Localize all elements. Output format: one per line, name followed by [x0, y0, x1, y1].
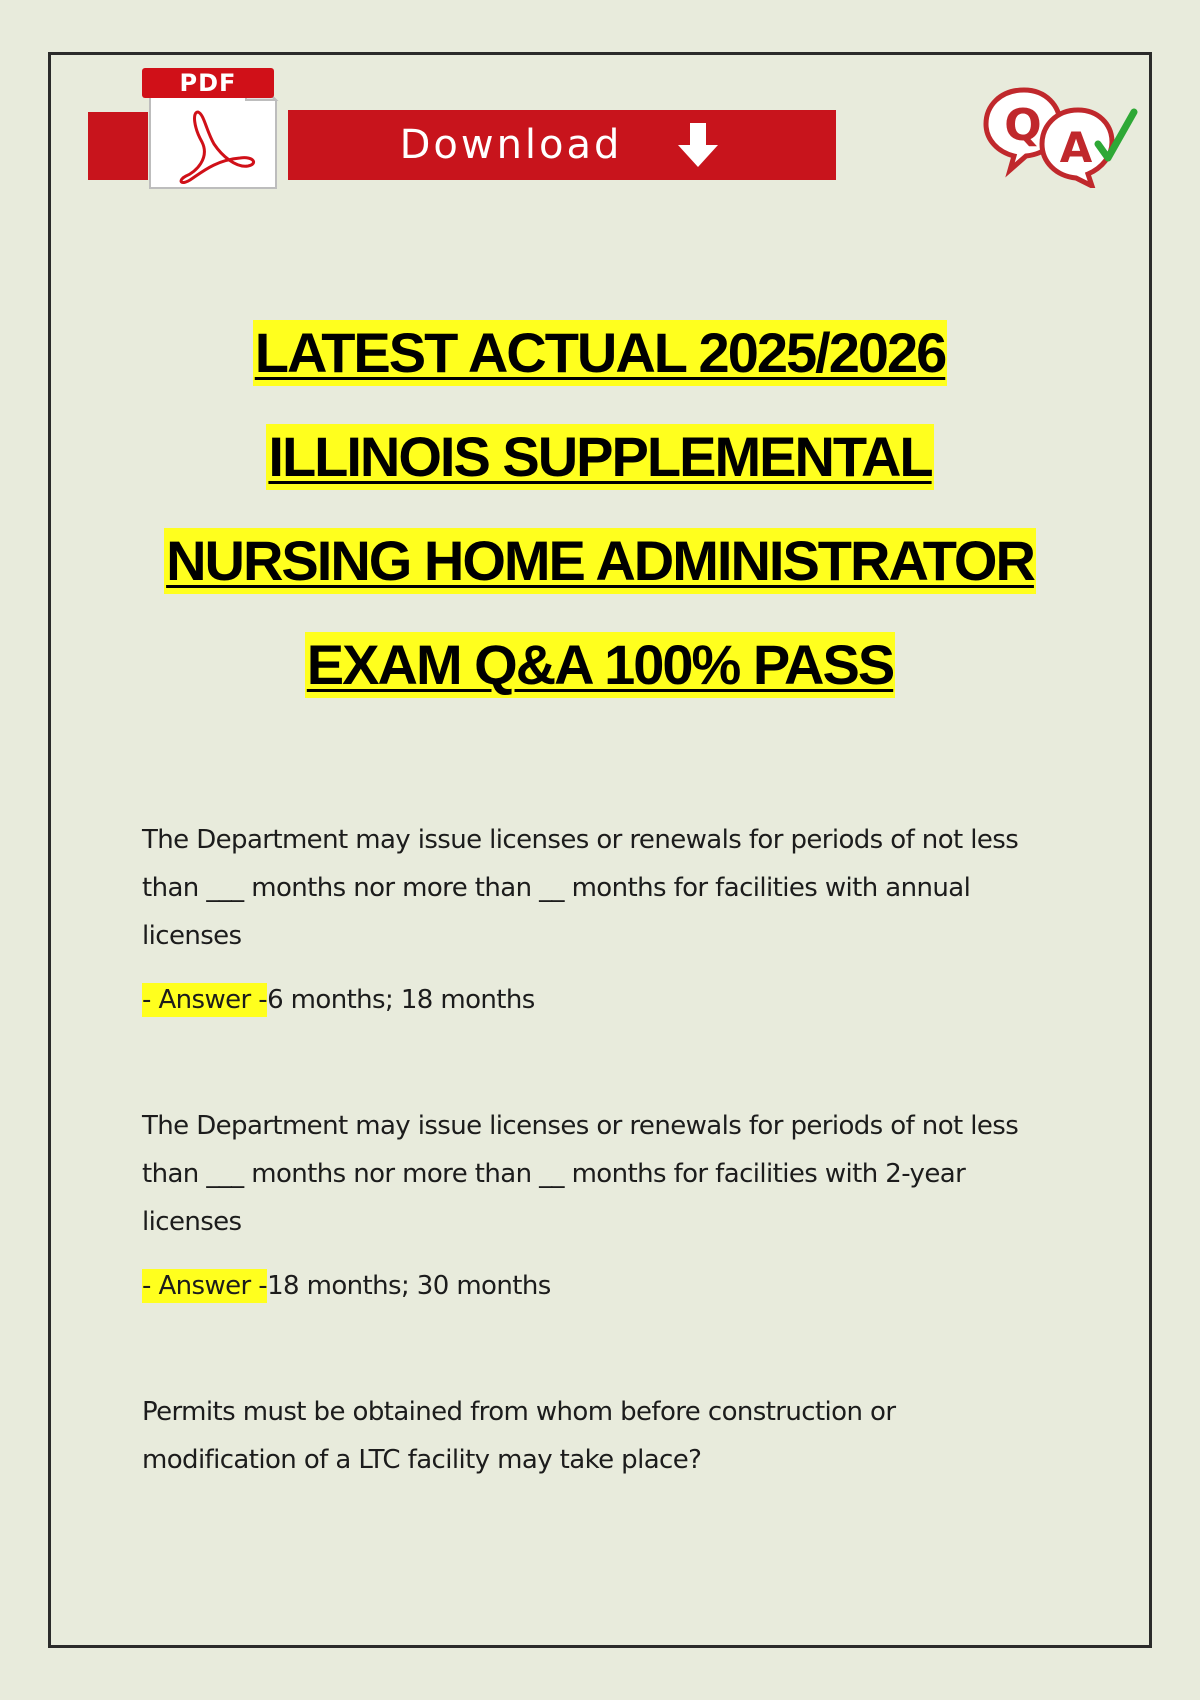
logo-a-letter: A	[1059, 123, 1093, 172]
question-line: licenses	[142, 921, 242, 951]
qa-item	[142, 1388, 1062, 1484]
download-bar[interactable]	[288, 110, 836, 180]
answer-label: - Answer -	[142, 985, 268, 1015]
question-line: The Department may issue licenses or renewals for periods of not less	[142, 825, 1019, 855]
question-text	[142, 1388, 1062, 1484]
document-title	[60, 320, 1140, 736]
question-line: Permits must be obtained from whom before construction or	[142, 1397, 896, 1427]
title-line-1: LATEST ACTUAL 2025/2026	[254, 321, 946, 384]
question-line: licenses	[142, 1207, 242, 1237]
pdf-tag: PDF	[142, 68, 274, 98]
question-line: than ___ months nor more than __ months for facilities with 2-year	[142, 1159, 966, 1189]
title-line-3: NURSING HOME ADMINISTRATOR	[166, 529, 1034, 592]
question-text	[142, 816, 1062, 960]
answer-line	[142, 980, 1062, 1020]
question-line: modification of a LTC facility may take place?	[142, 1445, 702, 1475]
qa-list	[142, 816, 1062, 1566]
question-line: than ___ months nor more than __ months for facilities with annual	[142, 873, 971, 903]
download-arrow-icon	[672, 119, 724, 171]
answer-label: - Answer -	[142, 1271, 268, 1301]
qa-item	[142, 816, 1062, 1020]
question-text	[142, 1102, 1062, 1246]
title-line-2: ILLINOIS SUPPLEMENTAL	[268, 425, 932, 488]
answer-line	[142, 1266, 1062, 1306]
title-line-4: EXAM Q&A 100% PASS	[306, 633, 894, 696]
download-label: Download	[399, 122, 623, 168]
logo-q-letter: Q	[1004, 100, 1042, 151]
qa-logo-icon	[980, 82, 1140, 188]
qa-item	[142, 1102, 1062, 1306]
question-line: The Department may issue licenses or renewals for periods of not less	[142, 1111, 1019, 1141]
answer-text: 18 months; 30 months	[267, 1271, 551, 1301]
pdf-download-banner[interactable]	[88, 64, 836, 190]
answer-text: 6 months; 18 months	[267, 985, 535, 1015]
pdf-file-icon	[136, 64, 286, 190]
